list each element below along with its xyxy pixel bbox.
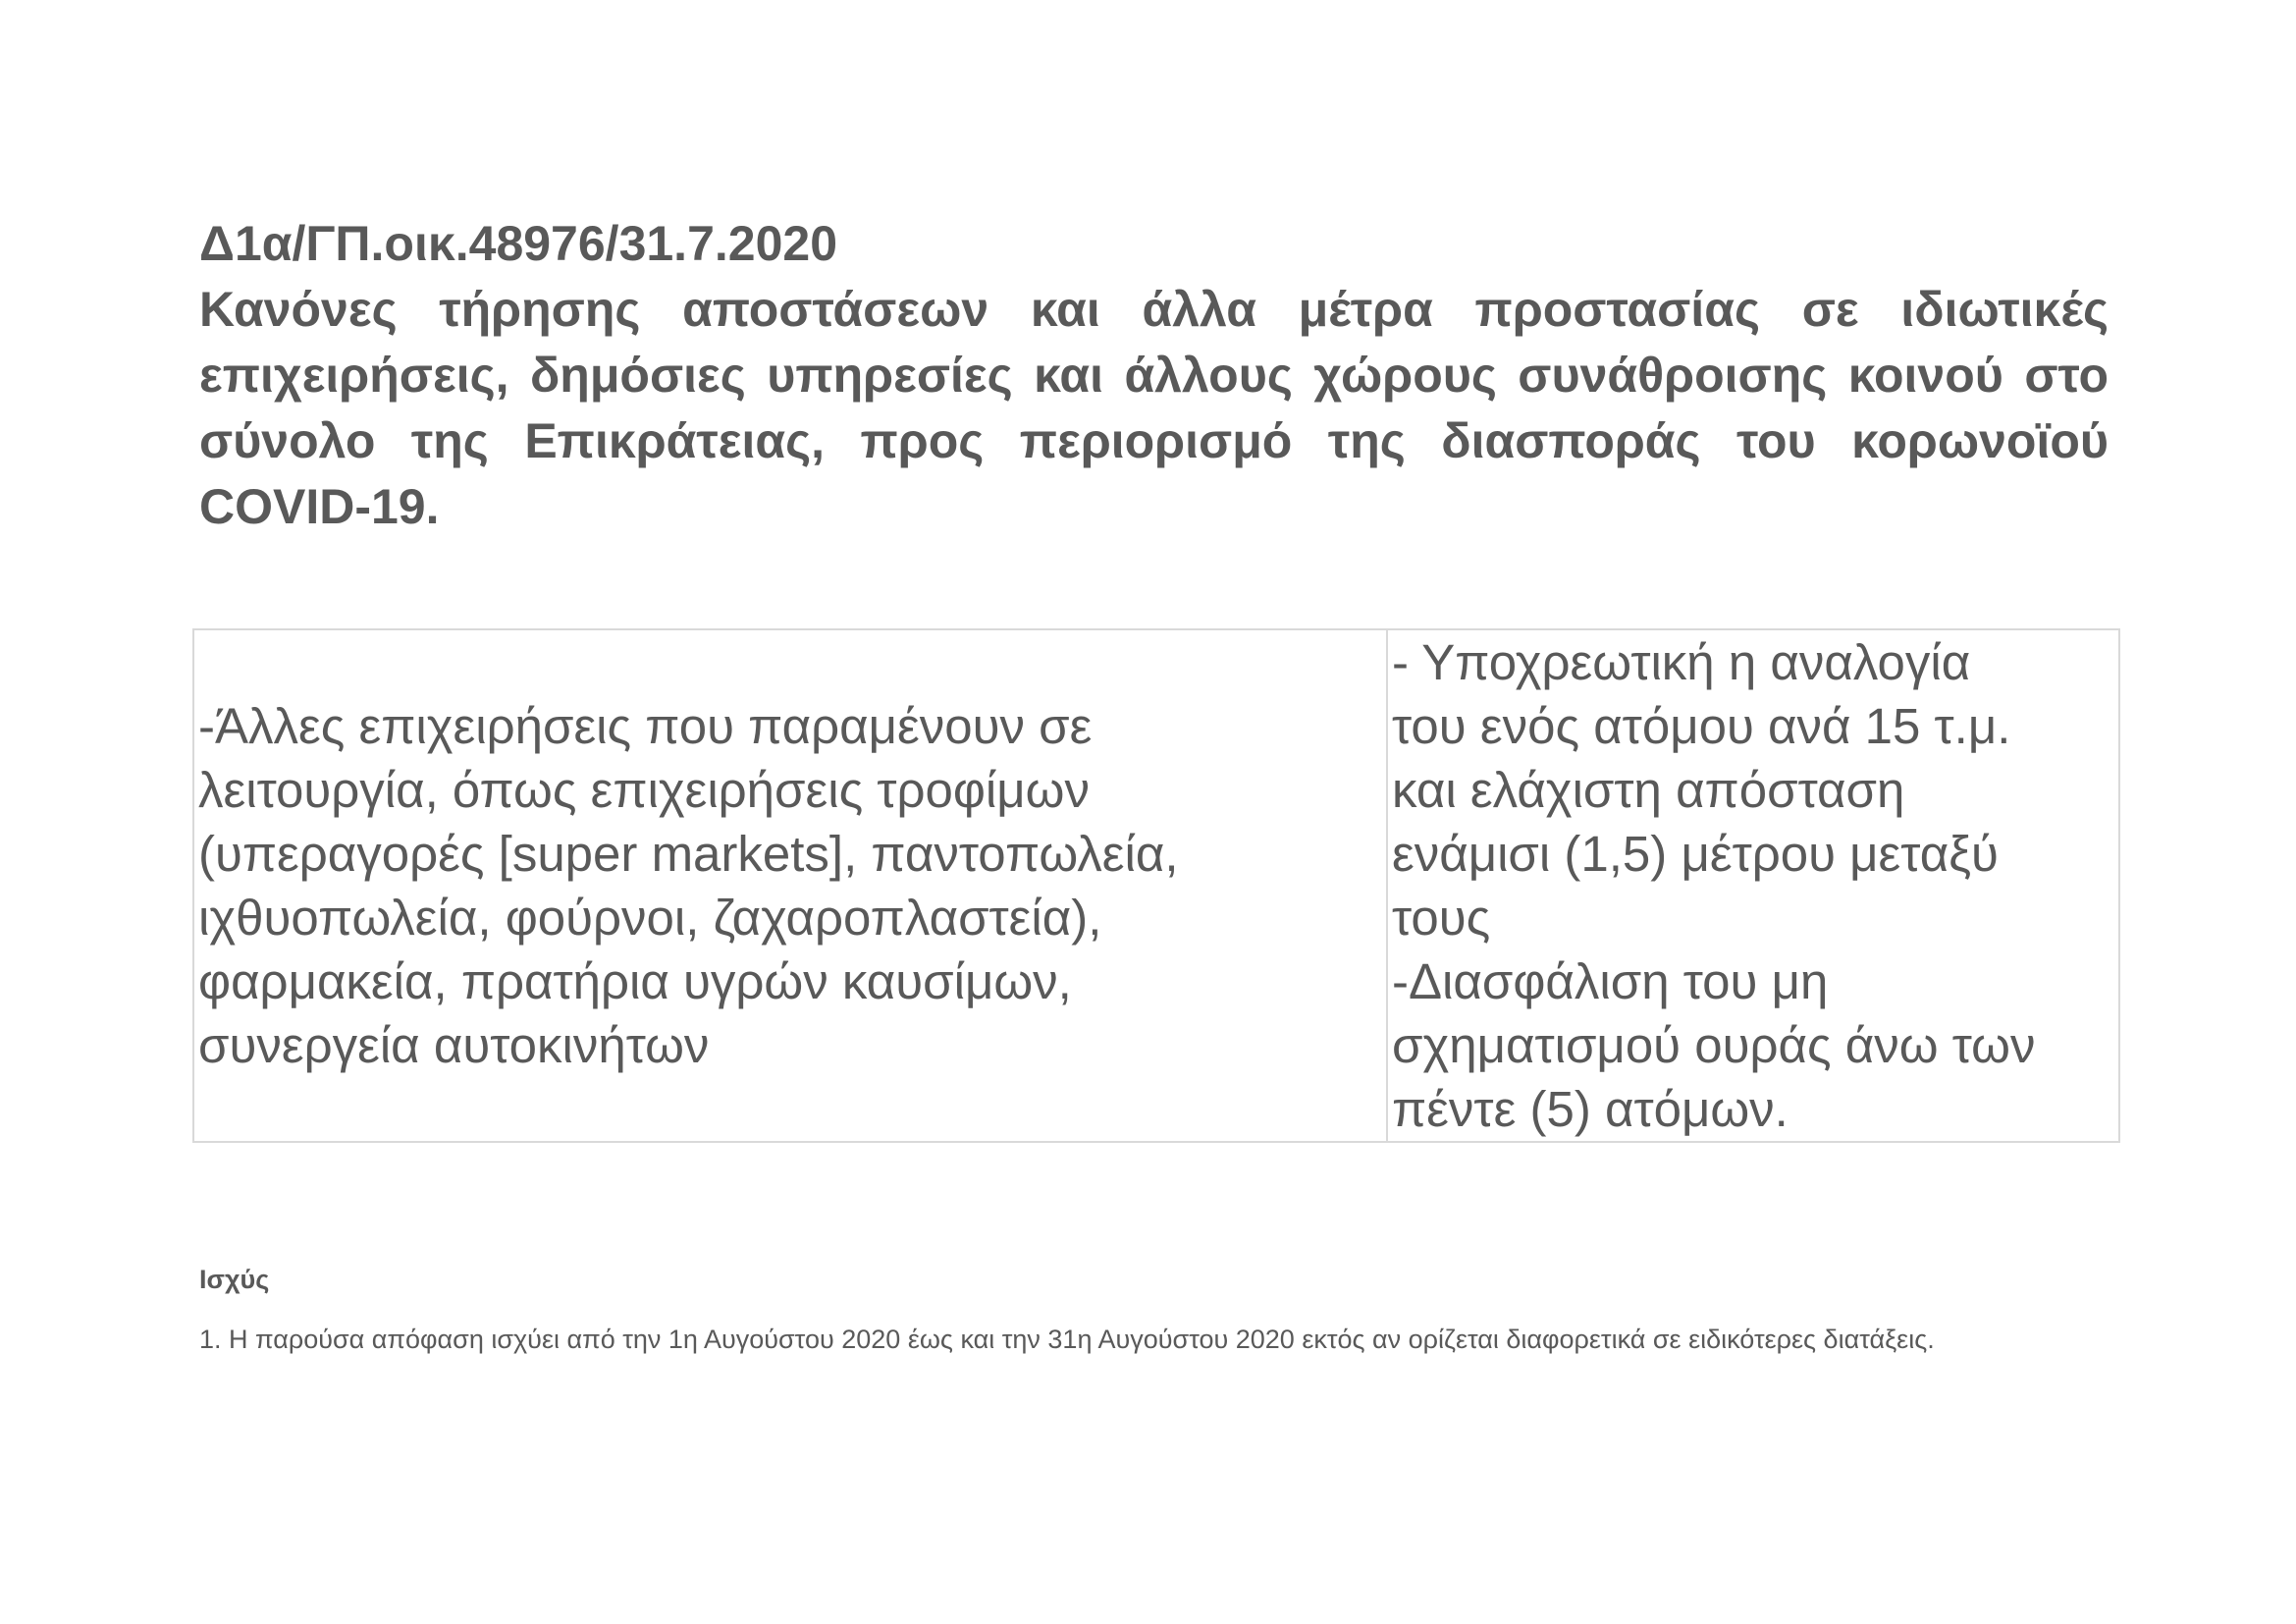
cell-line: -Άλλες επιχειρήσεις που παραμένουν σε	[198, 698, 1093, 754]
document-title: Κανόνες τήρησης αποστάσεων και άλλα μέτρα προστασίας σε ιδιωτικές επιχειρήσεις, δημόσιες υπηρεσίες και άλλους χώρους συνάθροισης κοινού στο σύνολο της Επικράτειας, προς περιορισμό της διασποράς του κορωνοϊού COVID-19.	[199, 282, 2109, 534]
cell-line: ιχθυοπωλεία, φούρνοι, ζαχαροπλαστεία),	[198, 890, 1102, 946]
cell-line: - Υποχρεωτική η αναλογία	[1392, 634, 1971, 690]
cell-line: του ενός ατόμου ανά 15 τ.μ.	[1392, 698, 2011, 754]
cell-line: και ελάχιστη απόσταση	[1392, 762, 1905, 818]
table-row	[193, 629, 2119, 1142]
measures-cell	[1387, 629, 2119, 1142]
cell-line: λειτουργία, όπως επιχειρήσεις τροφίμων	[198, 762, 1090, 818]
cell-line: φαρμακεία, πρατήρια υγρών καυσίμων,	[198, 953, 1072, 1009]
cell-line: τους	[1392, 890, 1491, 946]
cell-line: σχηματισμού ουράς άνω των	[1392, 1017, 2036, 1073]
cell-line: συνεργεία αυτοκινήτων	[198, 1017, 710, 1073]
provisions-table	[192, 628, 2120, 1143]
document-reference: Δ1α/ΓΠ.οικ.48976/31.7.2020	[199, 216, 837, 271]
cell-line: πέντε (5) ατόμων.	[1392, 1081, 1789, 1137]
cell-line: (υπεραγορές [super markets], παντοπωλεία,	[198, 826, 1179, 882]
business-category-cell	[193, 629, 1387, 1142]
validity-heading: Ισχύς	[199, 1265, 270, 1294]
validity-section	[199, 1260, 2109, 1366]
validity-text: 1. Η παρούσα απόφαση ισχύει από την 1η Αυγούστου 2020 έως και την 31η Αυγούστου 2020 εκτός αν ορίζεται διαφορετικά σε ειδικότερες διατάξεις.	[199, 1325, 1935, 1354]
cell-line: -Διασφάλιση του μη	[1392, 953, 1829, 1009]
cell-line: ενάμισι (1,5) μέτρου μεταξύ	[1392, 826, 1999, 882]
document-header	[199, 211, 2109, 540]
